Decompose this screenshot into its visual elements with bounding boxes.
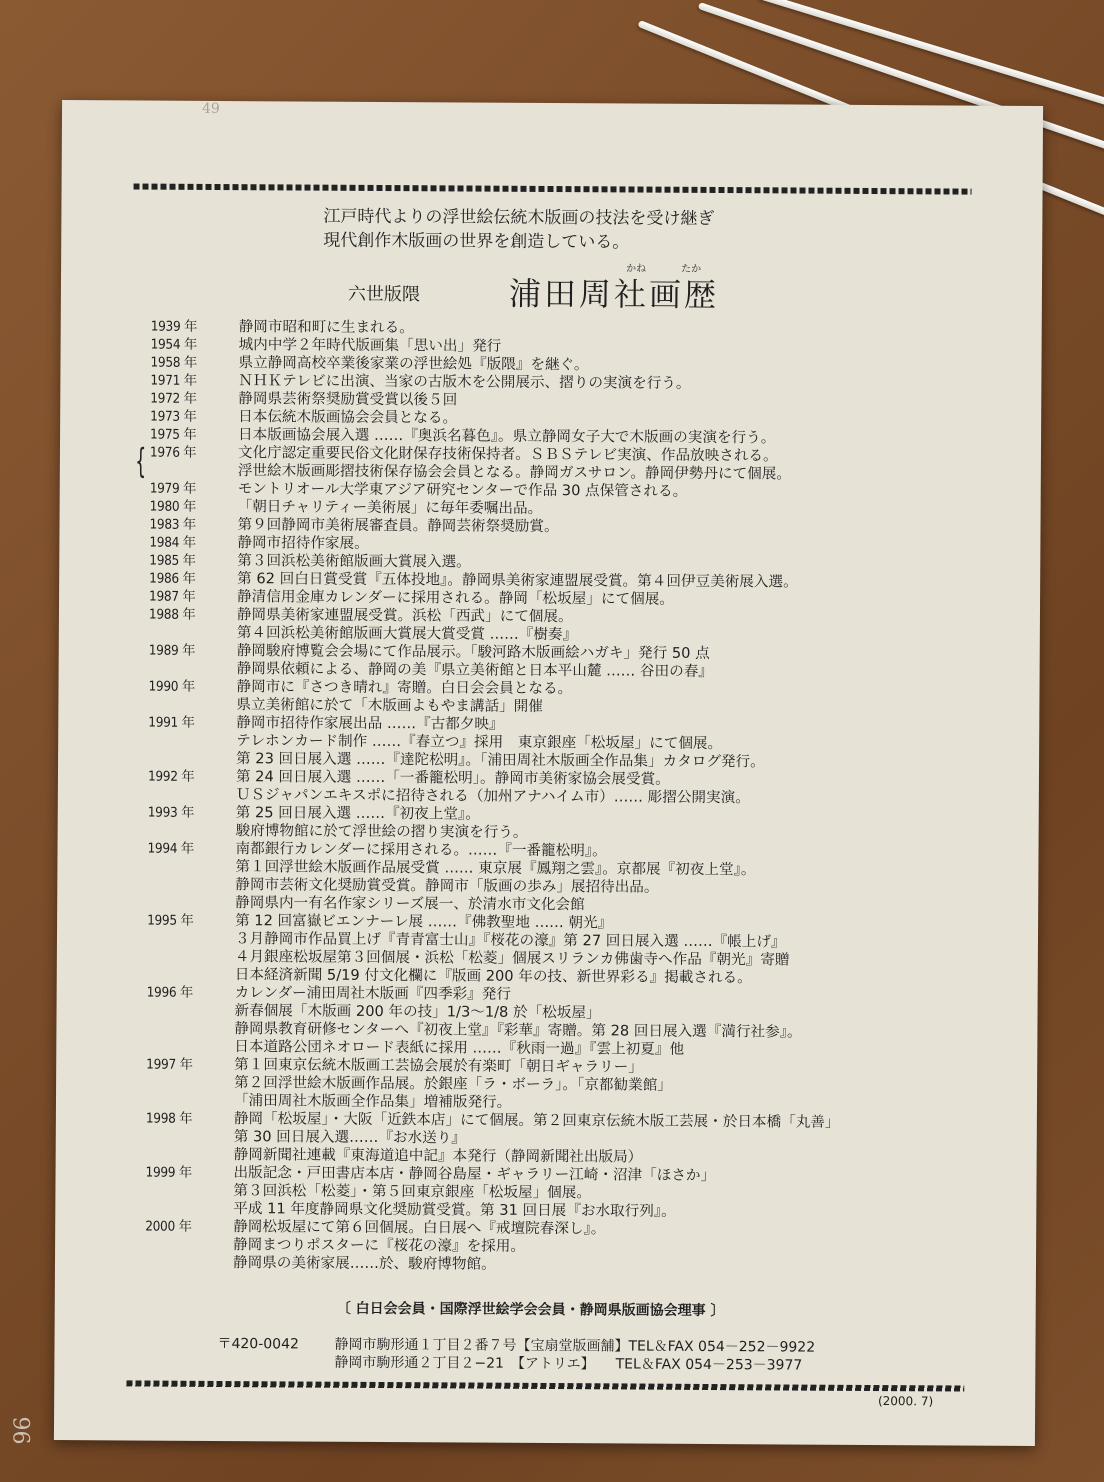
timeline-entry: 文化庁認定重要民俗文化財保存技術保持者。ＳＢＳテレビ実演、作品放映される。 [237, 444, 778, 465]
cord-decoration [758, 0, 1104, 121]
timeline-year: 1988 年 [148, 606, 196, 623]
timeline-year: 1975 年 [150, 426, 197, 443]
timeline-year: 1976 年 [149, 444, 197, 461]
timeline-entry: 駿府博物館に於て浮世絵の摺り実演を行う。 [235, 822, 528, 841]
timeline-entry: 第 25 回日展入選 ……『初夜上堂』。 [235, 804, 480, 823]
timeline-entry: 静岡「松坂屋」・大阪「近鉄本店」にて個展。第２回東京伝統木版工芸展・於日本橋「丸善」 [233, 1110, 840, 1131]
timeline-entry: 新春個展「木版画 200 年の技」1/3〜1/8 於「松坂屋」 [234, 1002, 601, 1022]
timeline-year: 1985 年 [149, 552, 196, 569]
timeline-entry: 静岡県教育研修センターへ『初夜上堂』『彩華』寄贈。第 28 回日展入選『満行社参』。 [234, 1020, 802, 1041]
timeline-entry: 静岡市に『さつき晴れ』寄贈。白日会会員となる。 [236, 678, 573, 698]
timeline-entry: 静岡まつりポスターに『桜花の濠』を採用。 [233, 1236, 526, 1255]
timeline-year: 1998 年 [145, 1110, 193, 1127]
timeline-entry: 南都銀行カレンダーに採用される。……『一番籠松明』。 [235, 840, 607, 860]
timeline-year: 1996 年 [146, 984, 194, 1001]
timeline-year: 1997 年 [146, 1056, 193, 1073]
timeline-entry: 日本道路公団ネオロード表紙に採用 ……『秋雨一過』『雲上初夏』他 [234, 1038, 685, 1058]
bottom-dashed-rule [126, 1380, 964, 1391]
timeline-entry: 第 30 回日展入選……『お水送り』 [233, 1128, 466, 1147]
timeline-entry: 第９回静岡市美術展審査員。静岡芸術祭奨励賞。 [237, 516, 559, 536]
timeline-year: 1989 年 [148, 642, 196, 659]
timeline-year: 1987 年 [149, 588, 196, 605]
timeline-entry: ３月静岡市作品買上げ『青青富士山』『桜花の濠』第 27 回日展入選 ……『帳上げ』 [234, 930, 786, 951]
timeline-entry: 「朝日チャリティー美術展」に毎年委嘱出品。 [237, 498, 543, 517]
timeline-entry: 静岡県美術家連盟展受賞。浜松「西武」にて個展。 [236, 606, 573, 626]
document-sheet [54, 100, 1043, 1446]
timeline-year: 1972 年 [150, 390, 197, 407]
biography-timeline [145, 318, 1011, 1277]
timeline-year: 1980 年 [149, 498, 197, 515]
timeline-entry: 県立静岡高校卒業後家業の浮世絵処『版隈』を継ぐ。 [238, 354, 589, 374]
timeline-year: 1992 年 [147, 768, 195, 785]
timeline-entry: 静岡市昭和町に生まれる。 [238, 318, 414, 337]
postal-code: 〒420-0042 [217, 1335, 299, 1353]
timeline-entry: ＵＳジャパンエキスポに招待される（加州アナハイム市）…… 彫摺公開実演。 [235, 786, 750, 807]
timeline-entry: ＮＨＫテレビに出演、当家の古版木を公開展示、摺りの実演を行う。 [238, 372, 691, 392]
timeline-entry: モントリオール大学東アジア研究センターで作品 30 点保管される。 [237, 480, 688, 500]
timeline-entry: 第２回浮世絵木版画作品展。於銀座「ラ・ボーラ」。「京都勧業館」 [234, 1074, 672, 1094]
membership-note: 〔 白日会会員・国際浮世絵学会会員・静岡県版画協会理事 〕 [336, 1300, 725, 1320]
timeline-entry: 静岡市芸術文化奨励賞受賞。静岡市「版画の歩み」展招待出品。 [235, 876, 659, 896]
title-ruby-taka: たか [681, 263, 702, 275]
timeline-entry: 出版記念・戸田書店本店・静岡谷島屋・ギャラリー江崎・沼津「ほさか」 [233, 1164, 716, 1185]
timeline-year: 1990 年 [148, 678, 196, 695]
timeline-entry: 第 62 回白日賞受賞『五体投地』。静岡県美術家連盟展受賞。第４回伊豆美術展入選。 [237, 570, 798, 591]
timeline-entry: 静清信用金庫カレンダーに採用される。静岡「松坂屋」にて個展。 [237, 588, 674, 608]
timeline-entry: 静岡松坂屋にて第６回個展。白日展へ『戒壇院春深し』。 [233, 1218, 606, 1238]
timeline-row [145, 1254, 1005, 1277]
timeline-entry: 第３回浜松「松菱」・第５回東京銀座「松坂屋」個展。 [233, 1182, 592, 1202]
timeline-entry: ４月銀座松坂屋第３回個展・浜松「松菱」個展スリランカ佛歯寺へ作品『朝光』寄贈 [234, 948, 790, 969]
timeline-year: 1993 年 [147, 804, 195, 821]
brace-1976: { [135, 441, 147, 482]
timeline-entry: 静岡新聞社連載『東海道追中記』本発行（静岡新聞社出版局） [233, 1146, 643, 1166]
timeline-entry: 第１回東京伝統木版画工芸協会展於有楽町「朝日ギャラリー」 [234, 1056, 643, 1076]
timeline-entry: 平成 11 年度静岡県文化奨励賞受賞。第 31 回日展『お水取行列』。 [233, 1200, 676, 1220]
timeline-year: 1999 年 [145, 1164, 193, 1181]
timeline-entry: カレンダー浦田周社木版画『四季彩』発行 [234, 984, 512, 1003]
timeline-entry: 静岡市招待作家展出品 ……『古都夕映』 [236, 714, 504, 733]
timeline-year: 1994 年 [147, 840, 195, 857]
intro-line-2: 現代創作木版画の世界を創造している。 [323, 230, 630, 253]
studio-name: 六世版隈 [347, 283, 420, 306]
timeline-year: 1939 年 [150, 318, 198, 335]
timeline-entry: 浮世絵木版画彫摺技術保存協会会員となる。静岡ガスサロン。静岡伊勢丹にて個展。 [237, 462, 791, 483]
timeline-year: 1986 年 [149, 570, 196, 587]
timeline-entry: 静岡県内一有名作家シリーズ展一、於清水市文化会館 [235, 894, 585, 914]
timeline-year: 1979 年 [149, 480, 197, 497]
side-mark: 96 [7, 1416, 33, 1445]
timeline-entry: 静岡県芸術祭奨励賞受賞以後５回 [238, 390, 458, 409]
timeline-year: 1983 年 [149, 516, 197, 533]
timeline-year: 1995 年 [147, 912, 194, 929]
timeline-entry: 第 23 回日展入選 ……『達陀松明』。「浦田周社木版画全作品集」カタログ発行。 [236, 750, 765, 771]
address-line-1: 静岡市駒形通１丁目２番７号【宝扇堂版画舗】TEL＆FAX 054－252－9922 [334, 1336, 816, 1356]
timeline-entry: 日本経済新聞 5/19 付文化欄に『版画 200 年の技、新世界彩る』掲載される。 [234, 966, 752, 987]
title-ruby-kane: かね [626, 263, 647, 275]
timeline-year: 1954 年 [150, 336, 198, 353]
timeline-entry: 日本版画協会展入選 ……『奥浜名暮色』。県立静岡女子大で木版画の実演を行う。 [238, 426, 776, 447]
timeline-year: 1984 年 [149, 534, 196, 551]
timeline-entry: 静岡県の美術家展……於、駿府博物館。 [232, 1254, 496, 1273]
top-dashed-rule [134, 183, 972, 194]
address-line-2: 静岡市駒形通２丁目２−21 【アトリエ】 TEL＆FAX 054－253－3977 [334, 1354, 803, 1374]
timeline-entry: 城内中学２年時代版画集「思い出」発行 [238, 336, 502, 355]
timeline-year: 2000 年 [145, 1218, 192, 1235]
timeline-entry: 静岡県依頼による、静岡の美『県立美術館と日本平山麓 …… 谷田の春』 [236, 660, 713, 681]
timeline-entry: 第 24 回日展入選 ……「一番籠松明」。静岡市美術家協会展受賞。 [235, 768, 670, 788]
timeline-year: 1958 年 [150, 354, 198, 371]
timeline-entry: 第１回浮世絵木版画作品展受賞 …… 東京展『鳳翔之雲』。京都展『初夜上堂』。 [235, 858, 756, 879]
timeline-entry: 日本伝統木版画協会会員となる。 [238, 408, 458, 427]
timeline-entry: 「浦田周社木版画全作品集」増補版発行。 [233, 1092, 512, 1111]
timeline-entry: 第 12 回富嶽ビエンナーレ展 ……『佛教聖地 …… 朝光』 [235, 912, 613, 932]
page-title: 浦田周社画歴 [508, 274, 720, 315]
pencil-note: 49 [202, 100, 220, 117]
timeline-year: 1973 年 [150, 408, 197, 425]
timeline-entry: 第４回浜松美術館版画大賞展大賞受賞 ……『樹奏』 [236, 624, 578, 644]
timeline-entry: 静岡駿府博覧会会場にて作品展示。「駿河路木版画絵ハガキ」発行 50 点 [236, 642, 710, 662]
timeline-entry: 県立美術館に於て「木版画よもやま講話」開催 [236, 696, 543, 715]
document-date: (2000. 7) [877, 1394, 934, 1409]
timeline-entry: 第３回浜松美術館版画大賞展入選。 [237, 552, 471, 571]
intro-line-1: 江戸時代よりの浮世絵伝統木版画の技法を受け継ぎ [323, 206, 715, 230]
timeline-entry: テレホンカード制作 ……『春立つ』採用 東京銀座「松坂屋」にて個展。 [236, 732, 723, 753]
timeline-entry: 静岡市招待作家展。 [237, 534, 369, 552]
timeline-year: 1971 年 [150, 372, 197, 389]
timeline-year: 1991 年 [148, 714, 195, 731]
intro-text [323, 205, 714, 255]
